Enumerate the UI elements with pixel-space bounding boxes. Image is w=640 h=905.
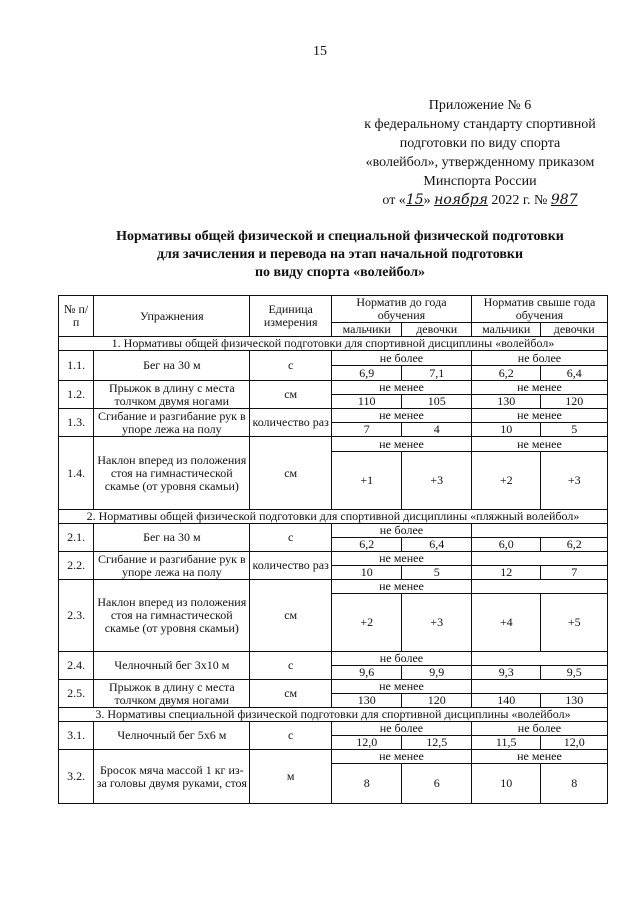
unit-of-measure: см xyxy=(250,437,332,510)
header-norm-over: Норматив свыше года обучения xyxy=(471,296,607,323)
norm-value: 12,0 xyxy=(541,736,608,750)
table-row xyxy=(59,750,608,764)
norm-value: 5 xyxy=(402,566,472,580)
norm-value: 130 xyxy=(471,395,541,409)
norm-value: 4 xyxy=(402,423,472,437)
norm-value: 6,0 xyxy=(471,538,541,552)
unit-of-measure: см xyxy=(250,680,332,708)
section-row xyxy=(59,708,608,722)
table-row xyxy=(59,580,608,594)
row-number: 2.5. xyxy=(59,680,94,708)
section-title: 3. Нормативы специальной физической подготовки для спортивной дисциплины «волейбол» xyxy=(59,708,608,722)
norm-condition: не менее xyxy=(471,750,607,764)
norm-value: 9,5 xyxy=(541,666,608,680)
norm-condition: не менее xyxy=(471,437,607,452)
norm-value: 6,9 xyxy=(331,366,402,381)
norm-value: 8 xyxy=(541,764,608,804)
unit-of-measure: см xyxy=(250,580,332,652)
section-title: 1. Нормативы общей физической подготовки для спортивной дисциплины «волейбол» xyxy=(59,337,608,351)
norm-value: 10 xyxy=(331,566,402,580)
norm-value: 130 xyxy=(541,694,608,708)
order-date-line xyxy=(330,191,630,210)
norm-value: 6,4 xyxy=(402,538,472,552)
norm-condition: не менее xyxy=(331,409,471,423)
norm-value: 12,5 xyxy=(402,736,472,750)
norm-value: 120 xyxy=(402,694,472,708)
norm-value: 6 xyxy=(402,764,472,804)
norm-value: 130 xyxy=(331,694,402,708)
date-month: ноября xyxy=(434,192,488,208)
unit-of-measure: количество раз xyxy=(250,409,332,437)
norm-condition: не более xyxy=(331,524,471,538)
header-unit: Единица измерения xyxy=(250,296,332,337)
appendix-line: Приложение № 6 xyxy=(428,98,532,113)
row-number: 1.4. xyxy=(59,437,94,510)
row-number: 2.3. xyxy=(59,580,94,652)
norm-value: 6,4 xyxy=(541,366,608,381)
document-title xyxy=(60,228,620,282)
norm-value: 6,2 xyxy=(471,366,541,381)
header-girls: девочки xyxy=(541,323,608,337)
norm-condition-empty xyxy=(471,652,607,666)
norm-value: +5 xyxy=(541,594,608,652)
exercise-name: Прыжок в длину с места толчком двумя ногами xyxy=(94,680,250,708)
table-row xyxy=(59,524,608,538)
exercise-name: Челночный бег 5x6 м xyxy=(94,722,250,750)
row-number: 2.1. xyxy=(59,524,94,552)
norm-condition: не менее xyxy=(331,381,471,395)
section-row xyxy=(59,510,608,524)
table-row xyxy=(59,552,608,566)
table-row xyxy=(59,652,608,666)
norm-value: +3 xyxy=(402,594,472,652)
title-line: Нормативы общей физической и специальной физической подготовки xyxy=(116,229,564,244)
date-year: 2022 г. № xyxy=(487,193,551,208)
title-line: по виду спорта «волейбол» xyxy=(254,265,426,280)
date-day: 15 xyxy=(405,192,424,208)
header-num: № п/п xyxy=(59,296,94,337)
norm-condition: не менее xyxy=(471,381,607,395)
norm-value: 140 xyxy=(471,694,541,708)
norm-condition: не менее xyxy=(331,552,471,566)
appendix-line: к федеральному стандарту спортивной xyxy=(364,117,596,132)
header-norm-upto: Норматив до года обучения xyxy=(331,296,471,323)
norm-value: +3 xyxy=(541,452,608,510)
norm-value: 7 xyxy=(541,566,608,580)
norm-value: 12,0 xyxy=(331,736,402,750)
norm-value: +2 xyxy=(471,452,541,510)
unit-of-measure: с xyxy=(250,722,332,750)
unit-of-measure: количество раз xyxy=(250,552,332,580)
unit-of-measure: м xyxy=(250,750,332,804)
norm-condition: не менее xyxy=(331,580,471,594)
row-number: 1.1. xyxy=(59,351,94,381)
exercise-name: Сгибание и разгибание рук в упоре лежа на полу xyxy=(94,409,250,437)
section-row xyxy=(59,337,608,351)
exercise-name: Бег на 30 м xyxy=(94,524,250,552)
header-girls: девочки xyxy=(402,323,472,337)
unit-of-measure: см xyxy=(250,381,332,409)
norm-condition-empty xyxy=(471,580,607,594)
exercise-name: Бросок мяча массой 1 кг из-за головы двумя руками, стоя xyxy=(94,750,250,804)
norm-condition: не более xyxy=(331,722,471,736)
table-row xyxy=(59,409,608,423)
norm-value: 10 xyxy=(471,764,541,804)
norm-value: +4 xyxy=(471,594,541,652)
norm-value: 7 xyxy=(331,423,402,437)
header-exercise: Упражнения xyxy=(94,296,250,337)
header-boys: мальчики xyxy=(471,323,541,337)
row-number: 2.2. xyxy=(59,552,94,580)
unit-of-measure: с xyxy=(250,351,332,381)
exercise-name: Бег на 30 м xyxy=(94,351,250,381)
norm-value: 110 xyxy=(331,395,402,409)
date-prefix: от « xyxy=(382,193,406,208)
norm-condition: не менее xyxy=(331,750,471,764)
section-title: 2. Нормативы общей физической подготовки для спортивной дисциплины «пляжный волейбол» xyxy=(59,510,608,524)
norm-value: 105 xyxy=(402,395,472,409)
norms-table xyxy=(58,295,608,804)
title-line: для зачисления и перевода на этап начальной подготовки xyxy=(156,247,524,262)
norm-condition: не более xyxy=(471,722,607,736)
norm-condition-empty xyxy=(471,680,607,694)
order-number: 987 xyxy=(550,192,578,208)
norm-condition-empty xyxy=(471,552,607,566)
exercise-name: Наклон вперед из положения стоя на гимнастической скамье (от уровня скамьи) xyxy=(94,580,250,652)
header-boys: мальчики xyxy=(331,323,402,337)
exercise-name: Сгибание и разгибание рук в упоре лежа на полу xyxy=(94,552,250,580)
appendix-line: Минспорта России xyxy=(423,174,537,189)
row-number: 2.4. xyxy=(59,652,94,680)
norm-value: +1 xyxy=(331,452,402,510)
norm-value: 5 xyxy=(541,423,608,437)
table-row xyxy=(59,680,608,694)
row-number: 3.2. xyxy=(59,750,94,804)
appendix-header xyxy=(330,96,630,210)
exercise-name: Прыжок в длину с места толчком двумя ногами xyxy=(94,381,250,409)
norm-condition: не менее xyxy=(471,409,607,423)
norm-value: 6,2 xyxy=(541,538,608,552)
norm-condition: не менее xyxy=(331,680,471,694)
page-number: 15 xyxy=(313,44,327,59)
appendix-line: «волейбол», утвержденному приказом xyxy=(365,155,595,170)
norm-value: 6,2 xyxy=(331,538,402,552)
unit-of-measure: с xyxy=(250,524,332,552)
norm-value: +2 xyxy=(331,594,402,652)
norm-condition: не более xyxy=(331,652,471,666)
norm-value: 9,3 xyxy=(471,666,541,680)
norm-value: 10 xyxy=(471,423,541,437)
table-row xyxy=(59,381,608,395)
date-mid: » xyxy=(423,193,435,208)
norm-value: 120 xyxy=(541,395,608,409)
norm-value: 7,1 xyxy=(402,366,472,381)
norm-value: 8 xyxy=(331,764,402,804)
norm-value: 12 xyxy=(471,566,541,580)
norm-value: 11,5 xyxy=(471,736,541,750)
unit-of-measure: с xyxy=(250,652,332,680)
row-number: 3.1. xyxy=(59,722,94,750)
norm-value: 9,9 xyxy=(402,666,472,680)
exercise-name: Челночный бег 3x10 м xyxy=(94,652,250,680)
exercise-name: Наклон вперед из положения стоя на гимнастической скамье (от уровня скамьи) xyxy=(94,437,250,510)
appendix-line: подготовки по виду спорта xyxy=(399,136,561,151)
row-number: 1.3. xyxy=(59,409,94,437)
table-row xyxy=(59,722,608,736)
norm-condition: не более xyxy=(471,351,607,366)
table-row xyxy=(59,437,608,452)
row-number: 1.2. xyxy=(59,381,94,409)
norm-value: +3 xyxy=(402,452,472,510)
norm-condition: не менее xyxy=(331,437,471,452)
table-row xyxy=(59,351,608,366)
norm-condition: не более xyxy=(331,351,471,366)
norm-value: 9,6 xyxy=(331,666,402,680)
norm-condition-empty xyxy=(471,524,607,538)
